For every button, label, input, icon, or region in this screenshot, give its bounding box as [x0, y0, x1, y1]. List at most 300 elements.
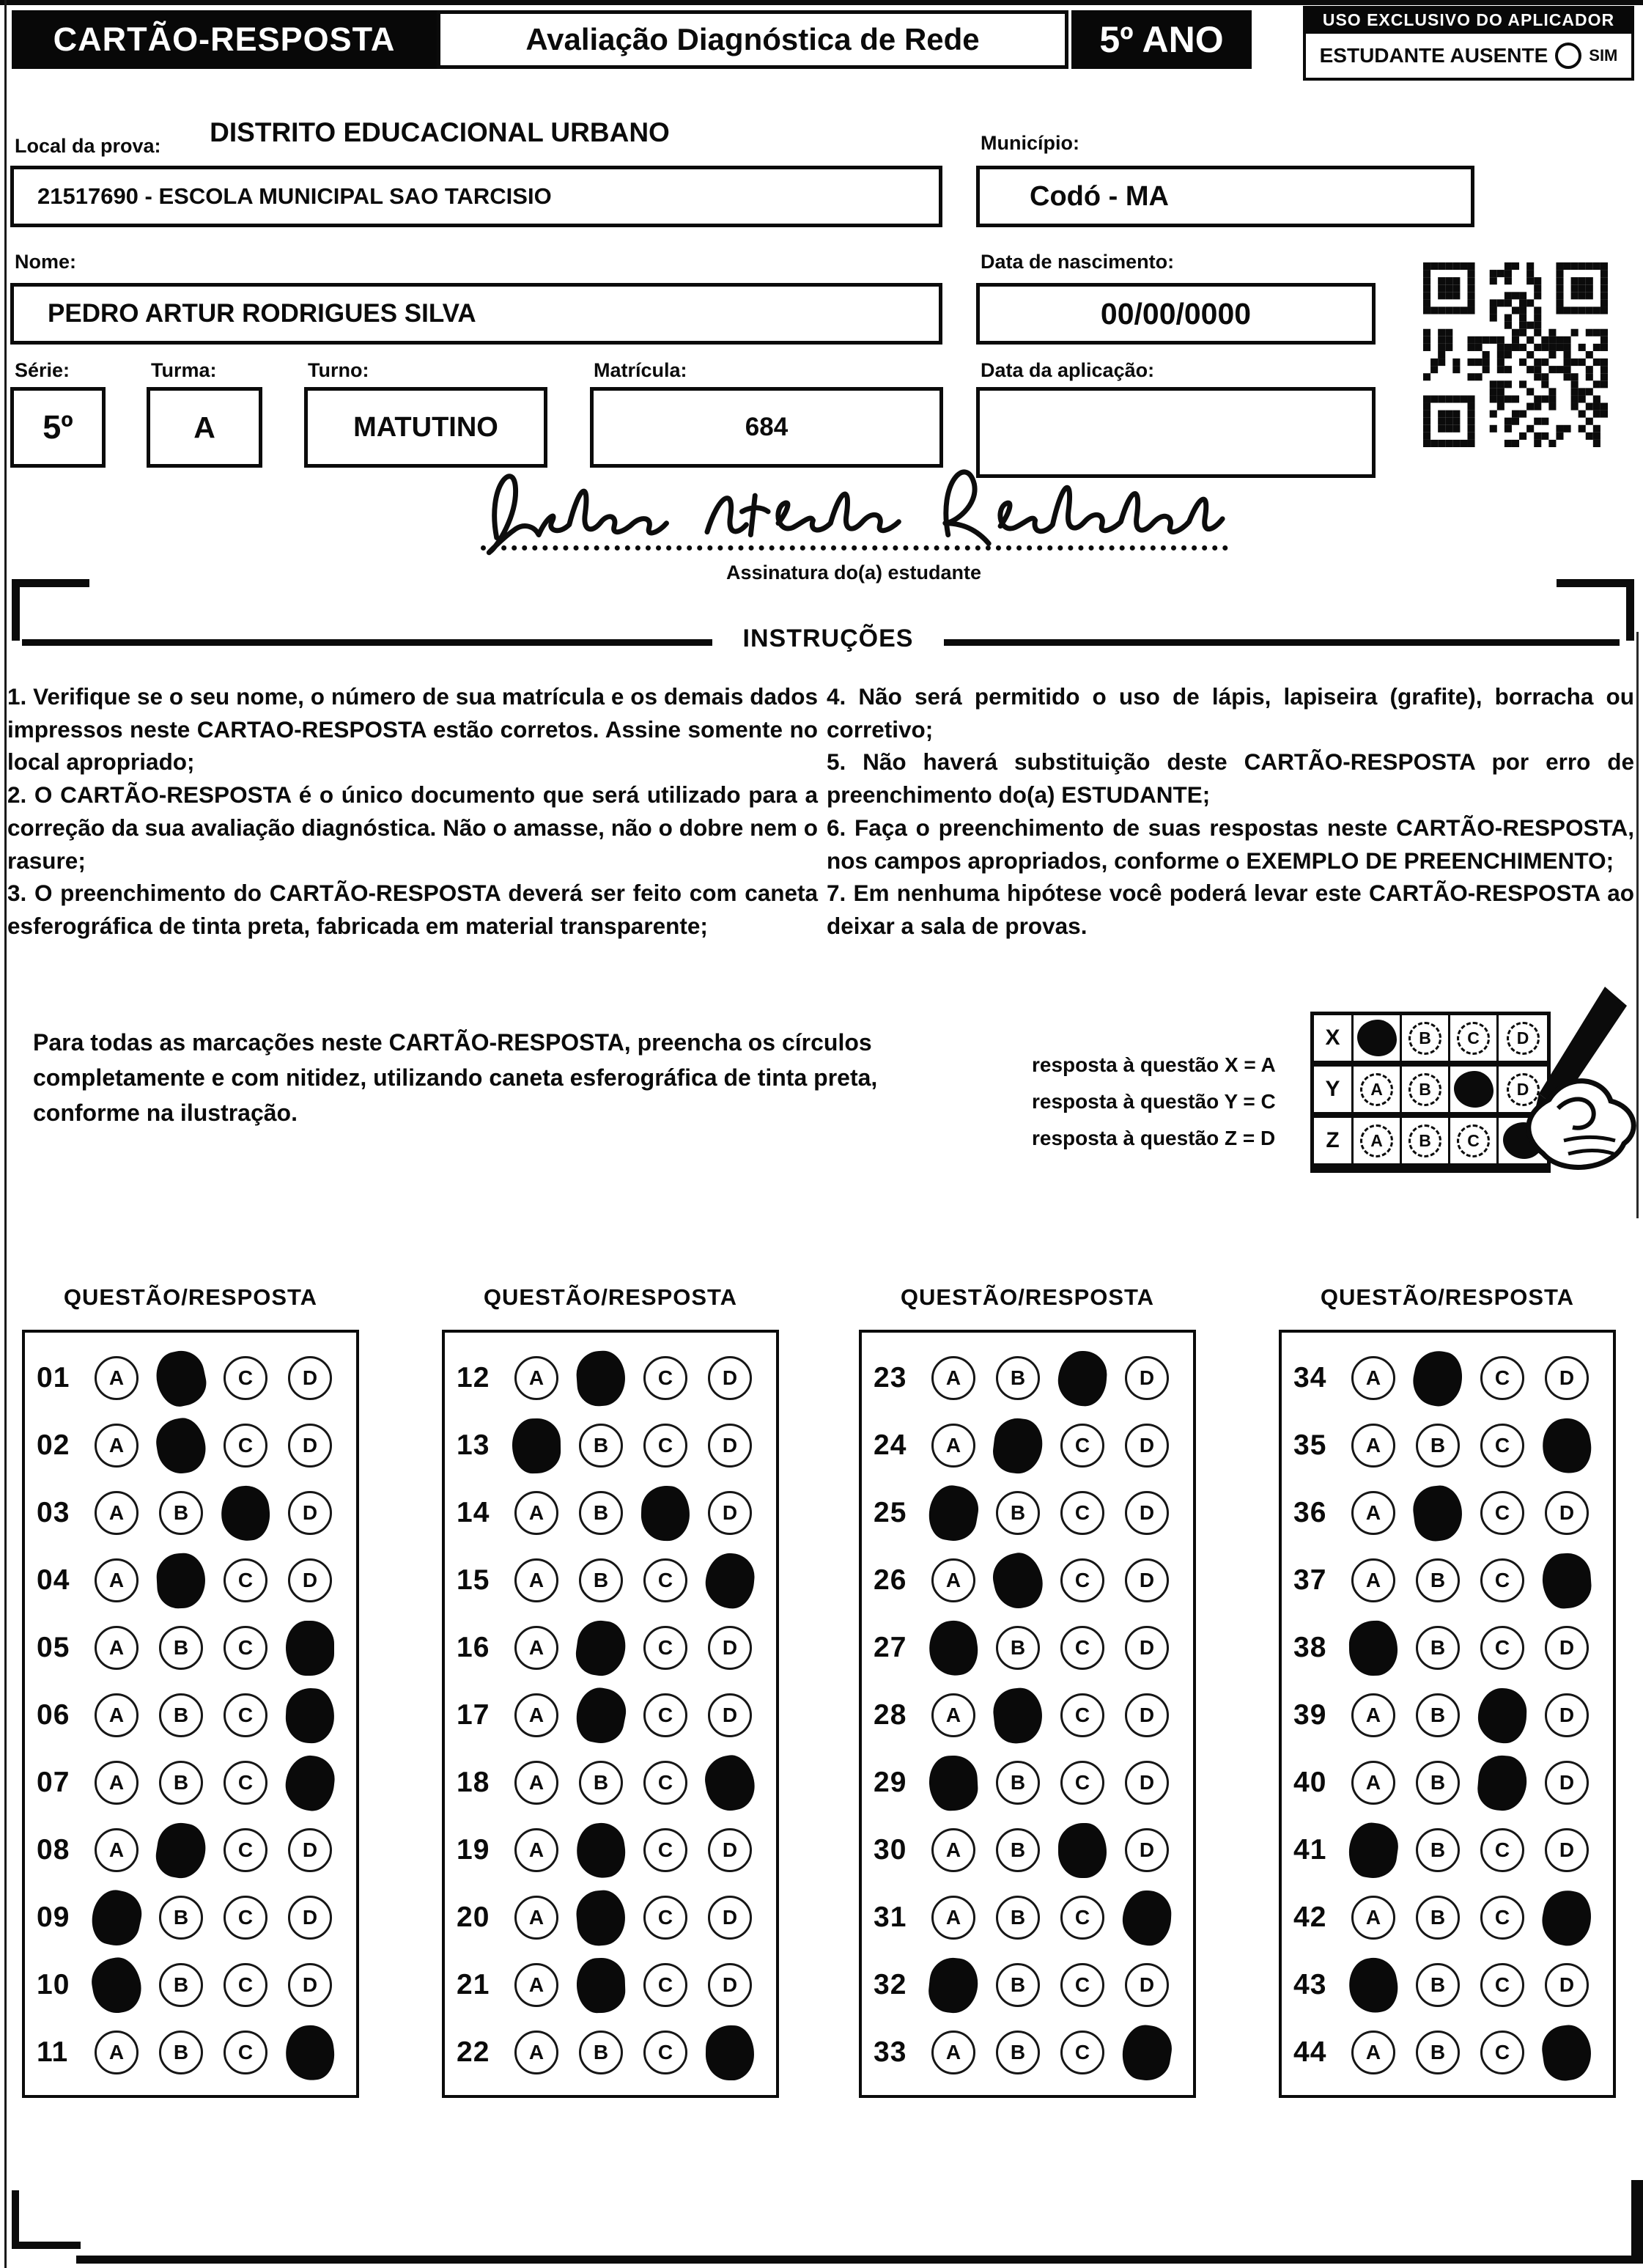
options-row [85, 2028, 356, 2077]
question-number: 08 [37, 1834, 70, 1866]
bubble-B[interactable] [577, 2028, 625, 2077]
bubble-A[interactable] [1349, 1489, 1398, 1537]
district-name: DISTRITO EDUCACIONAL URBANO [210, 117, 670, 147]
bubble-D[interactable] [286, 1489, 334, 1537]
bubble-B[interactable] [1414, 1826, 1462, 1874]
bubble-A[interactable] [92, 1421, 141, 1470]
bubble-A[interactable] [92, 1624, 141, 1672]
question-row-15 [445, 1547, 776, 1614]
bubble-B[interactable] [1414, 1691, 1462, 1739]
question-number: 10 [37, 1969, 70, 2000]
bubble-B-filled[interactable] [994, 1421, 1042, 1470]
options-row [1342, 1421, 1613, 1470]
bubble-C[interactable] [221, 1961, 270, 2009]
bubble-C[interactable] [1058, 1489, 1107, 1537]
birthdate-label: Data de nascimento: [981, 251, 1175, 273]
bubble-B[interactable] [1414, 1961, 1462, 2009]
bubble-B-filled[interactable] [577, 1624, 625, 1672]
bubble-A[interactable] [929, 1826, 978, 1874]
bubble-D[interactable] [1543, 1961, 1591, 2009]
answer-grid-1 [22, 1330, 359, 2098]
bubble-B-filled[interactable] [157, 1826, 205, 1874]
bubble-B-filled[interactable] [1414, 1489, 1462, 1537]
question-number: 37 [1293, 1564, 1327, 1596]
bubble-C-filled[interactable] [1058, 1826, 1107, 1874]
options-row [1342, 1489, 1613, 1537]
bubble-D[interactable] [1543, 1624, 1591, 1672]
question-number: 34 [1293, 1362, 1327, 1393]
bubble-B[interactable] [157, 1489, 205, 1537]
bubble-C[interactable] [641, 1759, 690, 1807]
bubble-B-filled[interactable] [157, 1421, 205, 1470]
option-letter: B [1416, 1963, 1460, 2007]
filled-mark [218, 1483, 272, 1542]
bubble-C[interactable] [1058, 1556, 1107, 1605]
question-number: 05 [37, 1632, 70, 1663]
bubble-B-filled[interactable] [994, 1556, 1042, 1605]
bubble-A[interactable] [92, 2028, 141, 2077]
bubble-C-filled[interactable] [1478, 1691, 1526, 1739]
options-row [85, 1826, 356, 1874]
bubble-B[interactable] [157, 1691, 205, 1739]
registration-mark-top-right-v [1626, 579, 1634, 641]
bubble-B[interactable] [1414, 1759, 1462, 1807]
bubble-A[interactable] [1349, 2028, 1398, 2077]
bubble-B-filled[interactable] [577, 1826, 625, 1874]
school-field: 21517690 - ESCOLA MUNICIPAL SAO TARCISIO [10, 166, 942, 227]
options-row [1342, 1826, 1613, 1874]
bubble-A-filled[interactable] [929, 1759, 978, 1807]
bubble-C[interactable] [1478, 1556, 1526, 1605]
bubble-D-filled[interactable] [1543, 1421, 1591, 1470]
bubble-A-filled[interactable] [929, 1624, 978, 1672]
bubble-D[interactable] [1123, 1691, 1171, 1739]
bubble-D[interactable] [706, 1421, 754, 1470]
question-number: 40 [1293, 1767, 1327, 1798]
bubble-A[interactable] [92, 1759, 141, 1807]
option-letter: B [996, 1828, 1040, 1872]
bubble-C-filled[interactable] [641, 1489, 690, 1537]
bubble-D[interactable] [1123, 1556, 1171, 1605]
bubble-A[interactable] [512, 1556, 561, 1605]
bubble-B[interactable] [994, 1893, 1042, 1942]
bubble-C[interactable] [1058, 1691, 1107, 1739]
bubble-A[interactable] [512, 1624, 561, 1672]
bubble-C[interactable] [1058, 1893, 1107, 1942]
option-letter: C [643, 2030, 687, 2074]
bubble-C[interactable] [221, 1759, 270, 1807]
bubble-A[interactable] [929, 1421, 978, 1470]
bubble-C[interactable] [1478, 2028, 1526, 2077]
example-option-letter: C [1457, 1022, 1490, 1055]
option-letter: D [288, 1356, 332, 1400]
filled-mark [1119, 2022, 1175, 2083]
bubble-B[interactable] [1414, 1421, 1462, 1470]
question-row-08 [25, 1816, 356, 1884]
example-bubble-B [1402, 1067, 1450, 1112]
question-number: 30 [874, 1834, 907, 1866]
question-number: 32 [874, 1969, 907, 2000]
question-number: 25 [874, 1497, 907, 1528]
bubble-D-filled[interactable] [286, 1759, 334, 1807]
bubble-C[interactable] [641, 2028, 690, 2077]
options-row [922, 1624, 1193, 1672]
option-letter: D [1125, 1693, 1169, 1737]
filled-mark [575, 1349, 627, 1407]
bubble-B[interactable] [577, 1421, 625, 1470]
bubble-A[interactable] [929, 1354, 978, 1402]
options-row [85, 1489, 356, 1537]
filled-mark [991, 1415, 1046, 1476]
bubble-D[interactable] [1123, 1421, 1171, 1470]
bottom-right-bar [1631, 2180, 1643, 2264]
bubble-B-filled[interactable] [994, 1691, 1042, 1739]
filled-mark [705, 2025, 754, 2080]
bubble-A-filled[interactable] [512, 1421, 561, 1470]
birthdate-field: 00/00/0000 [976, 283, 1376, 345]
bubble-A[interactable] [512, 1489, 561, 1537]
option-letter: D [1125, 1356, 1169, 1400]
filled-mark [1056, 1349, 1108, 1407]
bubble-B[interactable] [1414, 1624, 1462, 1672]
question-number: 17 [457, 1699, 490, 1731]
bubble-A[interactable] [92, 1556, 141, 1605]
option-letter: D [1125, 1626, 1169, 1670]
option-letter: C [643, 1626, 687, 1670]
absent-label: ESTUDANTE AUSENTE [1319, 44, 1548, 67]
serie-label: Série: [15, 359, 70, 381]
bubble-B[interactable] [994, 1624, 1042, 1672]
filled-mark [1537, 1886, 1595, 1949]
bubble-C[interactable] [1478, 1826, 1526, 1874]
option-letter: B [159, 1761, 203, 1805]
option-letter: A [931, 1828, 975, 1872]
question-number: 38 [1293, 1632, 1327, 1663]
bubble-D[interactable] [286, 1893, 334, 1942]
bubble-C[interactable] [221, 1556, 270, 1605]
bubble-D-filled[interactable] [1543, 1556, 1591, 1605]
bubble-A[interactable] [512, 1691, 561, 1739]
option-letter: B [1416, 1424, 1460, 1468]
question-row-13 [445, 1412, 776, 1479]
bubble-D[interactable] [706, 1624, 754, 1672]
bubble-D[interactable] [706, 1826, 754, 1874]
question-number: 39 [1293, 1699, 1327, 1731]
bubble-A-filled[interactable] [92, 1961, 141, 2009]
bubble-A[interactable] [512, 1826, 561, 1874]
bubble-C[interactable] [221, 1421, 270, 1470]
signature-area[interactable] [454, 453, 1253, 564]
bubble-D[interactable] [286, 1961, 334, 2009]
bubble-D[interactable] [1123, 1759, 1171, 1807]
bubble-C[interactable] [1478, 1624, 1526, 1672]
absent-bubble[interactable] [1555, 43, 1581, 69]
option-letter: D [1125, 1828, 1169, 1872]
bubble-A[interactable] [929, 1556, 978, 1605]
bubble-C[interactable] [1478, 1421, 1526, 1470]
option-letter: D [1125, 1963, 1169, 2007]
bubble-C[interactable] [1058, 1421, 1107, 1470]
bubble-C[interactable] [1478, 1489, 1526, 1537]
bubble-C[interactable] [221, 1826, 270, 1874]
bubble-D-filled[interactable] [1123, 2028, 1171, 2077]
municipality-label: Município: [981, 132, 1079, 154]
bubble-D[interactable] [1543, 1759, 1591, 1807]
bubble-A-filled[interactable] [1349, 1624, 1398, 1672]
bubble-B[interactable] [1414, 2028, 1462, 2077]
bubble-D-filled[interactable] [286, 2028, 334, 2077]
bubble-A[interactable] [92, 1691, 141, 1739]
question-row-39 [1282, 1682, 1613, 1749]
option-letter: D [1125, 1558, 1169, 1602]
bubble-D-filled[interactable] [706, 1556, 754, 1605]
bubble-B[interactable] [994, 1489, 1042, 1537]
bubble-D-filled[interactable] [706, 1759, 754, 1807]
bubble-D[interactable] [1123, 1624, 1171, 1672]
question-row-05 [25, 1614, 356, 1682]
bubble-B-filled[interactable] [577, 1354, 625, 1402]
question-row-18 [445, 1749, 776, 1816]
option-letter: C [1060, 2030, 1104, 2074]
bubble-D-filled[interactable] [1543, 1893, 1591, 1942]
filled-mark [704, 1551, 756, 1610]
bubble-C[interactable] [641, 1556, 690, 1605]
question-row-30 [862, 1816, 1193, 1884]
question-row-01 [25, 1344, 356, 1412]
bubble-B-filled[interactable] [577, 1691, 625, 1739]
bubble-D-filled[interactable] [706, 2028, 754, 2077]
bubble-B[interactable] [157, 1893, 205, 1942]
answer-column-4 [1279, 1284, 1616, 2098]
bubble-B[interactable] [994, 2028, 1042, 2077]
bubble-A[interactable] [1349, 1556, 1398, 1605]
option-letter: C [1480, 1896, 1524, 1940]
bubble-A[interactable] [92, 1489, 141, 1537]
option-letter: D [708, 1626, 752, 1670]
bubble-D[interactable] [1123, 1826, 1171, 1874]
question-number: 19 [457, 1834, 490, 1866]
bubble-B-filled[interactable] [577, 1961, 625, 2009]
bubble-B[interactable] [157, 1759, 205, 1807]
filled-mark [87, 1885, 146, 1949]
option-letter: A [95, 1626, 139, 1670]
bubble-C[interactable] [641, 1354, 690, 1402]
bubble-C[interactable] [641, 1421, 690, 1470]
filled-mark [155, 1552, 207, 1609]
bubble-C[interactable] [641, 1826, 690, 1874]
options-row [922, 1893, 1193, 1942]
option-letter: B [579, 1761, 623, 1805]
options-row [922, 1421, 1193, 1470]
bubble-B[interactable] [577, 1759, 625, 1807]
bubble-A[interactable] [1349, 1893, 1398, 1942]
bubble-C[interactable] [641, 1691, 690, 1739]
options-row [505, 1421, 776, 1470]
question-number: 33 [874, 2036, 907, 2068]
options-row [505, 1759, 776, 1807]
hand-with-pen-illustration [1482, 984, 1643, 1204]
question-row-34 [1282, 1344, 1613, 1412]
bubble-D-filled[interactable] [1123, 1893, 1171, 1942]
option-letter: D [288, 1424, 332, 1468]
bubble-B[interactable] [1414, 1893, 1462, 1942]
bubble-B-filled[interactable] [157, 1354, 205, 1402]
bubble-A-filled[interactable] [929, 1489, 978, 1537]
bubble-C[interactable] [1058, 2028, 1107, 2077]
options-row [1342, 1624, 1613, 1672]
bubble-C[interactable] [221, 1624, 270, 1672]
bubble-C[interactable] [641, 1893, 690, 1942]
bubble-A[interactable] [1349, 1691, 1398, 1739]
bubble-A[interactable] [1349, 1354, 1398, 1402]
options-row [922, 1556, 1193, 1605]
bubble-C[interactable] [641, 1961, 690, 2009]
bubble-D[interactable] [1543, 1354, 1591, 1402]
bubble-D[interactable] [1123, 1354, 1171, 1402]
bubble-D[interactable] [706, 1691, 754, 1739]
bubble-B-filled[interactable] [157, 1556, 205, 1605]
bubble-C[interactable] [1058, 1624, 1107, 1672]
filled-mark [153, 1415, 210, 1476]
options-row [1342, 1691, 1613, 1739]
bubble-C[interactable] [641, 1624, 690, 1672]
bubble-C[interactable] [221, 1691, 270, 1739]
bubble-A[interactable] [929, 1893, 978, 1942]
bubble-D[interactable] [286, 1556, 334, 1605]
option-letter: B [1416, 1693, 1460, 1737]
example-bubble-A [1354, 1067, 1402, 1112]
options-row [505, 1556, 776, 1605]
bubble-A[interactable] [92, 1354, 141, 1402]
bubble-B[interactable] [994, 1961, 1042, 2009]
bubble-B[interactable] [994, 1826, 1042, 1874]
bubble-A-filled[interactable] [92, 1893, 141, 1942]
option-letter: C [643, 1558, 687, 1602]
fill-instructions-note: Para todas as marcações neste CARTÃO-RESPOSTA, preencha os círculos completamente e com nitidez, utilizando caneta esferográfica de tinta preta, conforme na ilustração. [33, 1029, 878, 1126]
bubble-B-filled[interactable] [577, 1893, 625, 1942]
option-letter: A [1351, 1558, 1395, 1602]
bubble-A[interactable] [1349, 1421, 1398, 1470]
question-row-04 [25, 1547, 356, 1614]
example-legend-line: resposta à questão X = A [1032, 1053, 1276, 1076]
filled-mark [573, 1617, 629, 1678]
bubble-A-filled[interactable] [1349, 1826, 1398, 1874]
bubble-B[interactable] [577, 1556, 625, 1605]
bubble-B[interactable] [577, 1489, 625, 1537]
bubble-C[interactable] [221, 1893, 270, 1942]
question-number: 44 [1293, 2036, 1327, 2068]
bubble-A[interactable] [512, 1893, 561, 1942]
bubble-B[interactable] [1414, 1556, 1462, 1605]
bubble-C[interactable] [221, 1354, 270, 1402]
bubble-B[interactable] [994, 1354, 1042, 1402]
option-letter: C [1060, 1896, 1104, 1940]
instructions-column-right [827, 680, 1634, 943]
bubble-C[interactable] [221, 2028, 270, 2077]
option-letter: A [95, 1424, 139, 1468]
bubble-D[interactable] [706, 1961, 754, 2009]
answer-column-3 [859, 1284, 1196, 2098]
bubble-D-filled[interactable] [1543, 2028, 1591, 2077]
example-option-letter: B [1408, 1124, 1441, 1157]
question-row-10 [25, 1951, 356, 2019]
bubble-D[interactable] [286, 1421, 334, 1470]
bubble-D-filled[interactable] [286, 1691, 334, 1739]
application-date-label: Data da aplicação: [981, 359, 1155, 381]
option-letter: B [996, 2030, 1040, 2074]
bubble-D[interactable] [1543, 1691, 1591, 1739]
bubble-A[interactable] [929, 2028, 978, 2077]
option-letter: B [1416, 1558, 1460, 1602]
bubble-A[interactable] [512, 2028, 561, 2077]
options-row [505, 1624, 776, 1672]
option-letter: C [224, 1761, 267, 1805]
bubble-B-filled[interactable] [1414, 1354, 1462, 1402]
bubble-A[interactable] [512, 1961, 561, 2009]
local-label: Local da prova: [15, 135, 161, 157]
bubble-C[interactable] [1478, 1354, 1526, 1402]
bubble-D[interactable] [706, 1893, 754, 1942]
bubble-D[interactable] [286, 1826, 334, 1874]
bubble-C[interactable] [1478, 1893, 1526, 1942]
bubble-D[interactable] [1123, 1489, 1171, 1537]
bubble-A-filled[interactable] [929, 1961, 978, 2009]
bubble-D[interactable] [286, 1354, 334, 1402]
example-bubble-A-filled [1354, 1015, 1402, 1061]
bubble-D-filled[interactable] [286, 1624, 334, 1672]
bubble-A[interactable] [929, 1691, 978, 1739]
bubble-D[interactable] [1543, 1826, 1591, 1874]
sheet-title: CARTÃO-RESPOSTA [12, 10, 437, 69]
question-row-17 [445, 1682, 776, 1749]
option-letter: D [1545, 1693, 1589, 1737]
bubble-C[interactable] [1478, 1961, 1526, 2009]
option-letter: C [643, 1828, 687, 1872]
bubble-B[interactable] [157, 1961, 205, 2009]
option-letter: C [1480, 1558, 1524, 1602]
bubble-D[interactable] [1123, 1961, 1171, 2009]
filled-mark [640, 1484, 691, 1541]
bubble-A-filled[interactable] [1349, 1961, 1398, 2009]
bubble-A[interactable] [92, 1826, 141, 1874]
bubble-B[interactable] [157, 1624, 205, 1672]
bubble-C-filled[interactable] [1478, 1759, 1526, 1807]
filled-mark [512, 1418, 561, 1473]
options-row [85, 1961, 356, 2009]
bubble-C-filled[interactable] [1058, 1354, 1107, 1402]
bubble-C[interactable] [1058, 1759, 1107, 1807]
bubble-A[interactable] [512, 1354, 561, 1402]
question-number: 03 [37, 1497, 70, 1528]
option-letter: B [996, 1761, 1040, 1805]
bubble-D[interactable] [706, 1354, 754, 1402]
bubble-C[interactable] [1058, 1961, 1107, 2009]
options-row [922, 1489, 1193, 1537]
turno-label: Turno: [308, 359, 369, 381]
option-letter: A [95, 1828, 139, 1872]
example-question-label: Y [1314, 1067, 1354, 1112]
bubble-D[interactable] [706, 1489, 754, 1537]
bubble-C-filled[interactable] [221, 1489, 270, 1537]
bubble-B[interactable] [994, 1759, 1042, 1807]
bubble-B[interactable] [157, 2028, 205, 2077]
option-letter: B [159, 1626, 203, 1670]
bubble-D[interactable] [1543, 1489, 1591, 1537]
bubble-A[interactable] [512, 1759, 561, 1807]
bubble-A[interactable] [1349, 1759, 1398, 1807]
options-row [922, 2028, 1193, 2077]
option-letter: A [1351, 1424, 1395, 1468]
